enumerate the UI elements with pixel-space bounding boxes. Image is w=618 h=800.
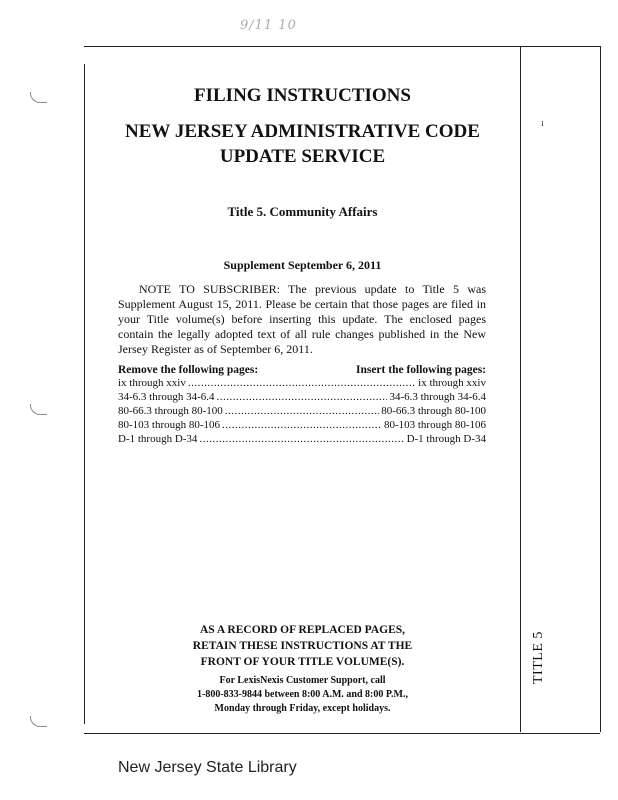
- list-item: [118, 390, 486, 404]
- remove-range: ix through xxiv: [118, 377, 186, 389]
- margin-tick: ı: [541, 118, 544, 129]
- list-item: [118, 404, 486, 418]
- toc-header: [118, 364, 486, 376]
- tab-divider-rule: [520, 46, 521, 732]
- remove-range: D-1 through D-34: [118, 433, 198, 445]
- remove-range: 80-103 through 80-106: [118, 419, 221, 431]
- handwritten-note: 9/11 10: [240, 18, 297, 33]
- title-tab-label: TITLE 5: [531, 631, 546, 684]
- list-item: [118, 376, 486, 390]
- leader-dots: [222, 418, 382, 432]
- retain-instructions: [100, 622, 505, 670]
- punch-hole-mark-middle: [30, 404, 47, 415]
- remove-range: 80-66.3 through 80-100: [118, 405, 223, 417]
- leader-dots: [225, 404, 379, 418]
- punch-hole-mark-bottom: [30, 716, 47, 727]
- retain-line2: RETAIN THESE INSTRUCTIONS AT THE: [192, 640, 413, 652]
- support-line3: Monday through Friday, except holidays.: [214, 703, 391, 714]
- retain-line3: FRONT OF YOUR TITLE VOLUME(S).: [200, 656, 405, 668]
- insert-range: 34-6.3 through 34-6.4: [389, 391, 486, 403]
- support-line2: 1-800-833-9844 between 8:00 A.M. and 8:00 P.M.,: [196, 689, 408, 700]
- insert-header: Insert the following pages:: [355, 364, 486, 376]
- frame-right-rule: [600, 46, 601, 732]
- retain-line1: AS A RECORD OF REPLACED PAGES,: [199, 624, 406, 636]
- title-name: Title 5. Community Affairs: [227, 204, 378, 219]
- remove-range: 34-6.3 through 34-6.4: [118, 391, 215, 403]
- punch-hole-mark-top: [30, 92, 47, 103]
- insert-range: 80-66.3 through 80-100: [381, 405, 486, 417]
- insert-range: 80-103 through 80-106: [383, 419, 486, 431]
- customer-support: [100, 674, 505, 716]
- frame-left-rule: [84, 64, 85, 724]
- list-item: [118, 432, 486, 446]
- remove-header: Remove the following pages:: [118, 364, 259, 376]
- code-heading-line2: UPDATE SERVICE: [219, 146, 386, 167]
- library-stamp: New Jersey State Library: [118, 759, 297, 776]
- insert-range: D-1 through D-34: [406, 433, 486, 445]
- page-list: [118, 376, 486, 446]
- code-heading-line1: NEW JERSEY ADMINISTRATIVE CODE: [125, 121, 480, 142]
- leader-dots: [199, 432, 404, 446]
- leader-dots: [188, 376, 416, 390]
- leader-dots: [217, 390, 388, 404]
- support-line1: For LexisNexis Customer Support, call: [219, 675, 386, 686]
- insert-range: ix through xxiv: [418, 377, 486, 389]
- supplement-date: Supplement September 6, 2011: [223, 258, 382, 272]
- list-item: [118, 418, 486, 432]
- filing-instructions-heading: FILING INSTRUCTIONS: [194, 85, 411, 106]
- note-to-subscriber: NOTE TO SUBSCRIBER: The previous update to Title 5 was Supplement August 15, 2011. Please be certain that those pages are filed in your Title volume(s) before inserting this update. The enclosed pages contain the legally adopted text of all rule changes published in the New Jersey Register as of September 6, 2011.: [118, 282, 486, 356]
